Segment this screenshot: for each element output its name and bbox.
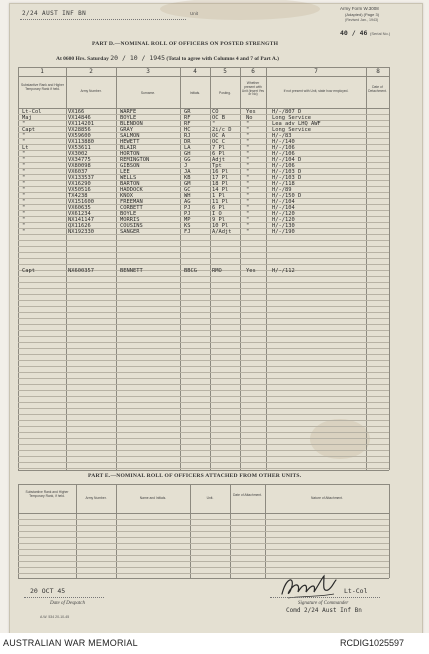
cell-pres: " <box>246 163 250 169</box>
cell-init: GM <box>184 181 191 187</box>
cell-post: 1 Pl <box>212 193 225 199</box>
ruled-line <box>18 240 389 241</box>
cell-pres: " <box>246 157 250 163</box>
cell-emp: H/-/104 <box>272 199 295 205</box>
ruled-line <box>18 450 389 451</box>
col-header-surname: Surname. <box>140 91 156 95</box>
cell-emp: H/-/89 <box>272 187 292 193</box>
cell-num: VX166 <box>68 109 85 115</box>
table-right-border <box>389 67 390 470</box>
part-e-right-border <box>389 484 390 578</box>
archive-caption-bar <box>0 633 429 654</box>
strength-date: 20 / 10 / 1945 <box>110 54 166 62</box>
cell-rank: " <box>22 163 26 169</box>
part-e-header-rule <box>18 513 389 514</box>
cell-num: VX61234 <box>68 211 91 217</box>
col-header-detachment-date: Date of Detachment. <box>368 85 387 93</box>
ruled-line <box>18 288 389 289</box>
ruled-line <box>18 561 389 562</box>
part-e-title: PART E.—NOMINAL ROLL OF OFFICERS ATTACHED FROM OTHER UNITS. <box>88 473 302 479</box>
cell-name: LEE <box>120 169 130 175</box>
cell-rank: " <box>22 211 26 217</box>
cell-name: WELLS <box>120 175 137 181</box>
cell-post: 2i/c D <box>212 127 232 133</box>
cell-name: BOYLE <box>120 115 137 121</box>
cell-emp: H/-/112 <box>272 268 295 274</box>
cell-rank: Lt <box>22 145 29 151</box>
cell-num: VX53611 <box>68 145 91 151</box>
cell-num: VX60635 <box>68 205 91 211</box>
ruled-line <box>18 468 389 469</box>
cell-post: 11 Pl <box>212 199 229 205</box>
cell-emp: H/-/104 D <box>272 157 302 163</box>
ruled-line <box>18 252 389 253</box>
cell-post: CO <box>212 109 219 115</box>
col-divider <box>366 67 367 470</box>
cell-init: FJ <box>184 229 191 235</box>
ruled-line <box>18 444 389 445</box>
col-number: 1 <box>40 68 44 75</box>
cell-name: BLENDON <box>120 121 143 127</box>
cell-post: 6 Pl <box>212 151 225 157</box>
col-header-army-number: Army Number. <box>80 89 102 93</box>
cell-num: VX16290 <box>68 181 91 187</box>
cell-init: JA <box>184 169 191 175</box>
cell-post: 7 Pl <box>212 145 225 151</box>
ruled-line <box>18 360 389 361</box>
cell-pres: " <box>246 139 250 145</box>
cell-init: KB <box>184 175 191 181</box>
cell-init: LA <box>184 145 191 151</box>
cell-name: KNOX <box>120 193 133 199</box>
ruled-line <box>18 378 389 379</box>
cell-init: BBCG <box>184 268 197 274</box>
cell-rank: Maj <box>22 115 32 121</box>
unit-name: 2/24 AUST INF BN <box>22 10 87 17</box>
ruled-line <box>18 525 389 526</box>
cell-name: COUSINS <box>120 223 143 229</box>
cell-init: WH <box>184 193 191 199</box>
cell-pres: " <box>246 193 250 199</box>
cell-rank: " <box>22 199 26 205</box>
cell-num: VX114201 <box>68 121 94 127</box>
cell-pres: " <box>246 145 250 151</box>
cell-rank: " <box>22 121 26 127</box>
col-number-rule <box>18 76 389 77</box>
commander-unit: Comd 2/24 Aust Inf Bn <box>286 607 362 614</box>
print-code: A.W. 534 20-10-45 <box>40 615 70 619</box>
ruled-line <box>18 330 389 331</box>
part-e-col-header-name: Name and Initials. <box>139 496 167 500</box>
form-title: Army Form W.3008 <box>340 6 379 11</box>
cell-emp: H/-/104 <box>272 205 295 211</box>
col-header-initials: Initials. <box>189 91 201 95</box>
document-page <box>9 3 423 635</box>
cell-name: BLAIR <box>120 145 137 151</box>
cell-pres: " <box>246 127 250 133</box>
ruled-line <box>18 258 389 259</box>
cell-pres: Yes <box>246 109 256 115</box>
ruled-line <box>18 549 389 550</box>
unit-underline <box>20 19 186 20</box>
cell-init: GR <box>184 109 191 115</box>
cell-post: " <box>212 121 216 127</box>
col-number: 8 <box>376 68 380 75</box>
ruled-line <box>18 408 389 409</box>
cell-emp: H/-/130 <box>272 223 295 229</box>
cell-name: GRAY <box>120 127 133 133</box>
ruled-line <box>18 432 389 433</box>
cell-rank: " <box>22 133 26 139</box>
cell-emp: H/-/120 <box>272 211 295 217</box>
cell-num: QX11626 <box>68 223 91 229</box>
ruled-line <box>18 246 389 247</box>
cell-emp: Lea adv LHQ AWF <box>272 121 321 127</box>
cell-num: VX14846 <box>68 115 91 121</box>
cell-post: 18 Pl <box>212 181 229 187</box>
cell-rank: Capt <box>22 268 35 274</box>
cell-emp: H/-/120 <box>272 217 295 223</box>
cell-init: GG <box>184 157 191 163</box>
part-e-col-header-attach-date: Date of Attachment. <box>233 493 262 497</box>
cell-emp: H/-/140 <box>272 139 295 145</box>
ruled-line <box>18 318 389 319</box>
table-bottom-border <box>18 470 389 471</box>
cell-name: FREEMAN <box>120 199 143 205</box>
cell-num: NX600357 <box>68 268 94 274</box>
cell-pres: " <box>246 223 250 229</box>
ruled-line <box>18 414 389 415</box>
cell-emp: Long Service <box>272 115 311 121</box>
cell-init: RF <box>184 121 191 127</box>
cell-pres: " <box>246 121 250 127</box>
col-number: 3 <box>146 68 150 75</box>
ruled-line <box>18 390 389 391</box>
ruled-line <box>18 282 389 283</box>
ruled-line <box>18 342 389 343</box>
col-number: 2 <box>89 68 93 75</box>
cell-rank: " <box>22 169 26 175</box>
part-e-col-header-army-number: Army Number. <box>85 496 107 500</box>
cell-emp: H/-/106 <box>272 163 295 169</box>
cell-init: PJ <box>184 211 191 217</box>
cell-post: I O <box>212 211 222 217</box>
table-left-border <box>18 67 19 470</box>
ruled-line <box>18 402 389 403</box>
cell-init: RJ <box>184 133 191 139</box>
cell-post: Tpt <box>212 163 222 169</box>
ruled-line <box>18 264 389 265</box>
cell-rank: " <box>22 229 26 235</box>
cell-name: SALMON <box>120 133 140 139</box>
part-e-col-header-nature: Nature of Attachment. <box>311 496 343 500</box>
table-top-border <box>18 67 389 68</box>
cell-emp: H/-/103 D <box>272 169 302 175</box>
part-e-col-header-unit: Unit. <box>206 496 214 500</box>
cell-num: VX6037 <box>68 169 88 175</box>
col-divider <box>210 67 211 470</box>
cell-num: VX133537 <box>68 175 94 181</box>
cell-rank: Capt <box>22 127 35 133</box>
ruled-line <box>18 438 389 439</box>
cell-name: SANGER <box>120 229 140 235</box>
cell-name: REMINGTON <box>120 157 150 163</box>
commander-label: Signature of Commander <box>298 601 349 606</box>
cell-emp: H/-/807 D <box>272 109 302 115</box>
cell-post: A/Adjt <box>212 229 232 235</box>
cell-rank: " <box>22 139 26 145</box>
cell-num: VX34775 <box>68 157 91 163</box>
cell-num: VX80098 <box>68 163 91 169</box>
col-header-posting: Posting. <box>219 91 231 95</box>
cell-init: KS <box>184 223 191 229</box>
cell-pres: " <box>246 133 250 139</box>
ruled-line <box>18 324 389 325</box>
ruled-line <box>18 537 389 538</box>
cell-pres: " <box>246 151 250 157</box>
cell-init: GH <box>184 151 191 157</box>
cell-emp: H/-/106 <box>272 145 295 151</box>
col-divider <box>116 67 117 470</box>
col-number: 5 <box>223 68 227 75</box>
cell-pres: " <box>246 181 250 187</box>
serial-number: 40 / 46 <box>340 29 368 37</box>
cell-post: 16 Pl <box>212 169 229 175</box>
cell-name: HORTON <box>120 151 140 157</box>
cell-name: BOYLE <box>120 211 137 217</box>
ruled-line <box>18 567 389 568</box>
col-divider <box>180 67 181 470</box>
form-revised: (Revised Jan., 1943) <box>345 18 379 22</box>
cell-rank: " <box>22 151 26 157</box>
cell-rank: " <box>22 157 26 163</box>
cell-emp: H/-/83 <box>272 133 292 139</box>
cell-pres: " <box>246 187 250 193</box>
ruled-line <box>18 372 389 373</box>
ruled-line <box>18 384 389 385</box>
cell-num: VX3002 <box>68 151 88 157</box>
col-number: 4 <box>193 68 197 75</box>
cell-num: VX28856 <box>68 127 91 133</box>
cell-init: RF <box>184 115 191 121</box>
col-header-rank: Substantive Rank and Higher Temporary Rank if held. <box>21 83 64 91</box>
archive-name: AUSTRALIAN WAR MEMORIAL <box>3 638 138 648</box>
cell-init: HC <box>184 127 191 133</box>
cell-emp: H/-/106 <box>272 151 295 157</box>
col-number: 6 <box>251 68 255 75</box>
cell-init: MP <box>184 217 191 223</box>
ruled-line <box>18 306 389 307</box>
unit-label: Unit <box>190 11 199 16</box>
cell-pres: " <box>246 175 250 181</box>
ruled-line <box>18 555 389 556</box>
form-adapted: (Adapted) (Page 3) <box>345 12 380 17</box>
cell-name: HADDOCK <box>120 187 143 193</box>
cell-post: RMO <box>212 268 222 274</box>
cell-post: 9 Pl <box>212 217 225 223</box>
cell-post: OC B <box>212 115 225 121</box>
cell-post: Adjt <box>212 157 225 163</box>
cell-name: BARTON <box>120 181 140 187</box>
cell-num: VX59600 <box>68 133 91 139</box>
ruled-line <box>18 366 389 367</box>
ruled-line <box>18 312 389 313</box>
cell-num: NX192330 <box>68 229 94 235</box>
ruled-line <box>18 354 389 355</box>
cell-rank: " <box>22 217 26 223</box>
cell-rank: " <box>22 223 26 229</box>
paper-stain <box>160 0 320 20</box>
cell-pres: Yes <box>246 268 256 274</box>
cell-rank: " <box>22 205 26 211</box>
despatch-label: Date of Despatch <box>50 601 85 606</box>
cell-name: CORBETT <box>120 205 143 211</box>
signature-rank: Lt-Col <box>344 587 368 595</box>
strength-date-line <box>56 55 279 63</box>
ruled-line <box>18 462 389 463</box>
ruled-line <box>18 531 389 532</box>
cell-pres: No <box>246 115 253 121</box>
cell-init: J <box>184 163 188 169</box>
cell-num: VX113880 <box>68 139 94 145</box>
ruled-line <box>18 420 389 421</box>
ruled-line <box>18 300 389 301</box>
col-divider <box>266 67 267 470</box>
cell-init: DR <box>184 139 191 145</box>
col-divider <box>66 67 67 470</box>
cell-num: TX4238 <box>68 193 88 199</box>
cell-name: WARFE <box>120 109 137 115</box>
cell-num: VX50516 <box>68 187 91 193</box>
cell-emp: H/-/150 D <box>272 193 302 199</box>
cell-pres: " <box>246 229 250 235</box>
ruled-line <box>18 294 389 295</box>
ruled-line <box>18 426 389 427</box>
cell-pres: " <box>246 217 250 223</box>
archive-record-id: RCDIG1025597 <box>340 638 405 648</box>
cell-post: OC C <box>212 139 225 145</box>
col-divider <box>240 67 241 470</box>
cell-num: NX141147 <box>68 217 94 223</box>
cell-pres: " <box>246 211 250 217</box>
cell-num: VX151600 <box>68 199 94 205</box>
cell-rank: Lt-Col <box>22 109 42 115</box>
ruled-line <box>18 276 389 277</box>
cell-name: GIBSON <box>120 163 140 169</box>
ruled-line <box>18 396 389 397</box>
signature-underline <box>270 597 380 598</box>
cell-rank: " <box>22 181 26 187</box>
part-d-title: PART D.—NOMINAL ROLL OF OFFICERS ON POSTED STRENGTH <box>92 41 279 47</box>
paper-stain <box>310 419 370 459</box>
cell-rank: " <box>22 187 26 193</box>
cell-name: MORRIS <box>120 217 140 223</box>
ruled-line <box>18 456 389 457</box>
cell-emp: H/-/118 <box>272 181 295 187</box>
cell-name: BENNETT <box>120 268 143 274</box>
col-number: 7 <box>314 68 318 75</box>
col-header-present: Whether present with Unit (insert Yes or No) <box>241 81 265 97</box>
cell-rank: " <box>22 175 26 181</box>
cell-post: 6 Pl <box>212 205 225 211</box>
ruled-line <box>18 519 389 520</box>
despatch-date-underline <box>24 597 104 598</box>
cell-pres: " <box>246 169 250 175</box>
cell-emp: Long Service <box>272 127 311 133</box>
cell-post: 14 Pl <box>212 187 229 193</box>
cell-pres: " <box>246 199 250 205</box>
cell-init: AG <box>184 199 191 205</box>
cell-name: HEWETT <box>120 139 140 145</box>
cell-rank: " <box>22 193 26 199</box>
cell-pres: " <box>246 205 250 211</box>
part-e-top-border <box>18 484 389 485</box>
part-e-col-header-rank: Substantive Rank and Higher Temporary Rank, if held. <box>25 490 69 498</box>
col-header-employed: If not present with Unit, state how employed. <box>283 89 349 93</box>
cell-post: 10 Pl <box>212 223 229 229</box>
cell-post: OC A <box>212 133 225 139</box>
strength-date-suffix: (Total to agree with Columns 4 and 7 of Part A.) <box>166 56 280 62</box>
despatch-date: 20 OCT 45 <box>30 587 66 595</box>
cell-emp: H/-/103 D <box>272 175 302 181</box>
strength-date-prefix: At 0600 Hrs. Saturday <box>56 56 109 62</box>
ruled-line <box>18 348 389 349</box>
cell-emp: H/-/190 <box>272 229 295 235</box>
ruled-line <box>18 336 389 337</box>
cell-post: 17 Pl <box>212 175 229 181</box>
cell-init: PJ <box>184 205 191 211</box>
cell-init: GC <box>184 187 191 193</box>
ruled-line <box>18 543 389 544</box>
serial-label: (Serial No.) <box>370 31 391 36</box>
